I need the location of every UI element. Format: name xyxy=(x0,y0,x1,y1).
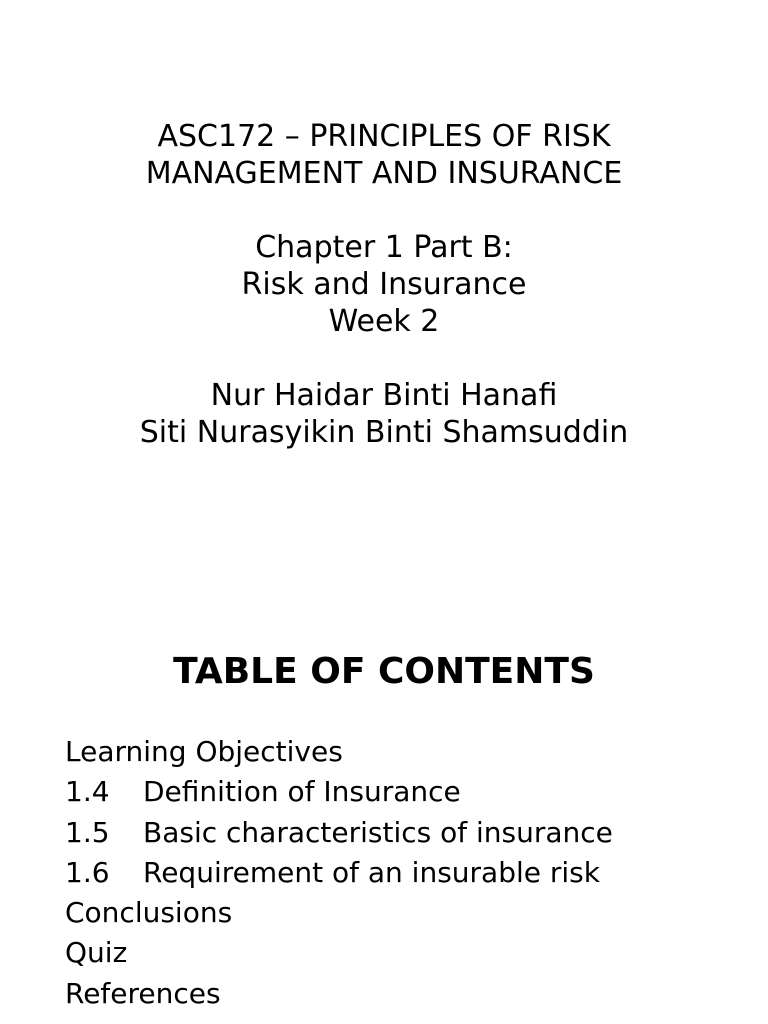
spacer xyxy=(0,192,768,229)
toc-item xyxy=(65,853,768,893)
author-name: Siti Nurasyikin Binti Shamsuddin xyxy=(139,415,629,450)
toc-item-label: Basic characteristics of insurance xyxy=(143,815,613,849)
toc-item-label: Quiz xyxy=(65,936,128,970)
toc-item-label: Requirement of an insurable risk xyxy=(143,855,600,889)
toc-item xyxy=(65,732,768,772)
week-label: Week 2 xyxy=(328,304,440,339)
toc-item-label: Conclusions xyxy=(65,896,233,930)
toc-item xyxy=(65,772,768,812)
toc-item-number: 1.6 xyxy=(65,855,110,889)
toc-item xyxy=(65,893,768,933)
author-name: Nur Haidar Binti Hanafi xyxy=(210,378,558,413)
toc-slide xyxy=(0,648,768,1014)
toc-item-number: 1.5 xyxy=(65,815,110,849)
toc-item-label: References xyxy=(65,976,221,1010)
toc-item-label: Learning Objectives xyxy=(65,735,343,768)
toc-item xyxy=(65,813,768,853)
title-slide xyxy=(0,118,768,451)
toc-item xyxy=(65,974,768,1014)
course-title-line-1: ASC172 – PRINCIPLES OF RISK xyxy=(157,119,611,154)
toc-heading: TABLE OF CONTENTS xyxy=(173,651,595,692)
toc-item-label: Definition of Insurance xyxy=(143,775,461,809)
toc-item-number: 1.4 xyxy=(65,775,110,809)
topic-label: Risk and Insurance xyxy=(241,267,527,302)
course-title-line-2: MANAGEMENT AND INSURANCE xyxy=(145,156,623,191)
toc-item xyxy=(65,933,768,973)
toc-list xyxy=(0,732,768,1014)
chapter-label: Chapter 1 Part B: xyxy=(255,230,513,265)
spacer xyxy=(0,340,768,377)
